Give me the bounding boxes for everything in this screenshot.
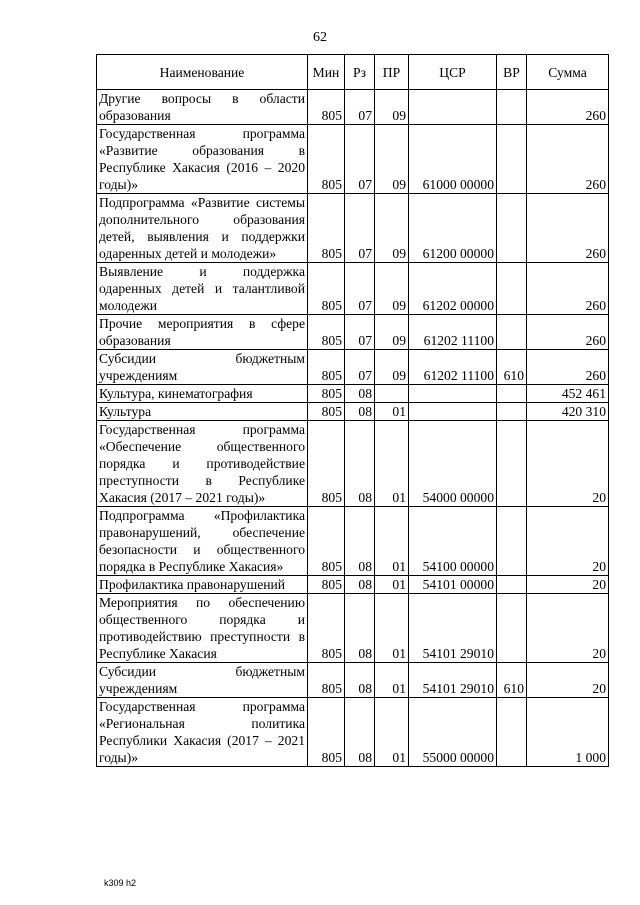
cell-vr xyxy=(497,315,527,350)
cell-rz: 07 xyxy=(345,350,375,385)
cell-csr: 54101 29010 xyxy=(409,663,497,698)
cell-rz: 08 xyxy=(345,421,375,507)
cell-pr: 01 xyxy=(375,421,409,507)
cell-vr xyxy=(497,90,527,125)
cell-vr xyxy=(497,385,527,403)
cell-rz: 08 xyxy=(345,507,375,576)
cell-min: 805 xyxy=(308,698,345,767)
cell-rz: 07 xyxy=(345,125,375,194)
table-body xyxy=(97,90,609,767)
header-rz: Рз xyxy=(345,55,375,90)
cell-sum: 420 310 xyxy=(527,403,609,421)
cell-sum: 452 461 xyxy=(527,385,609,403)
cell-pr: 09 xyxy=(375,350,409,385)
row-name-text: Подпрограмма «Развитие системы дополнительного образования детей, выявления и поддержки одаренных детей и молодежи» xyxy=(99,195,305,261)
cell-pr: 01 xyxy=(375,663,409,698)
cell-csr: 61000 00000 xyxy=(409,125,497,194)
cell-csr: 61202 00000 xyxy=(409,263,497,315)
header-csr: ЦСР xyxy=(409,55,497,90)
cell-min: 805 xyxy=(308,125,345,194)
table-row xyxy=(97,507,609,576)
cell-vr: 610 xyxy=(497,350,527,385)
table-header-row xyxy=(97,55,609,90)
cell-csr xyxy=(409,403,497,421)
cell-name xyxy=(97,421,308,507)
cell-rz: 08 xyxy=(345,385,375,403)
cell-min: 805 xyxy=(308,663,345,698)
cell-name xyxy=(97,350,308,385)
header-vr: ВР xyxy=(497,55,527,90)
row-name-text: Подпрограмма «Профилактика правонарушений, обеспечение безопасности и общественного порядка в Республике Хакасия» xyxy=(99,508,305,574)
cell-csr: 61202 11100 xyxy=(409,315,497,350)
row-name-text: Профилактика правонарушений xyxy=(99,577,286,592)
table-row xyxy=(97,698,609,767)
cell-name xyxy=(97,315,308,350)
table-row xyxy=(97,90,609,125)
cell-sum: 1 000 xyxy=(527,698,609,767)
cell-csr: 54101 00000 xyxy=(409,576,497,594)
cell-name xyxy=(97,403,308,421)
cell-pr: 09 xyxy=(375,263,409,315)
cell-rz: 08 xyxy=(345,594,375,663)
cell-sum: 260 xyxy=(527,90,609,125)
row-name-text: Государственная программа «Обеспечение общественного порядка и противодействие преступности в Республике Хакасия (2017 – 2021 годы)» xyxy=(99,422,305,505)
cell-name xyxy=(97,385,308,403)
cell-sum: 20 xyxy=(527,663,609,698)
cell-sum: 260 xyxy=(527,125,609,194)
row-name-text: Субсидии бюджетным учреждениям xyxy=(99,664,305,696)
row-name-text: Субсидии бюджетным учреждениям xyxy=(99,351,305,383)
row-name-text: Государственная программа «Развитие образования в Республике Хакасия (2016 – 2020 годы)» xyxy=(99,126,305,192)
cell-sum: 260 xyxy=(527,315,609,350)
cell-name xyxy=(97,125,308,194)
cell-min: 805 xyxy=(308,315,345,350)
cell-pr: 09 xyxy=(375,125,409,194)
cell-vr xyxy=(497,594,527,663)
table-row xyxy=(97,421,609,507)
table-row xyxy=(97,263,609,315)
cell-pr: 01 xyxy=(375,594,409,663)
table-row xyxy=(97,385,609,403)
cell-rz: 07 xyxy=(345,194,375,263)
cell-csr xyxy=(409,385,497,403)
header-min: Мин xyxy=(308,55,345,90)
cell-min: 805 xyxy=(308,350,345,385)
cell-rz: 08 xyxy=(345,576,375,594)
cell-min: 805 xyxy=(308,90,345,125)
cell-min: 805 xyxy=(308,263,345,315)
cell-min: 805 xyxy=(308,594,345,663)
cell-pr: 09 xyxy=(375,90,409,125)
table-row xyxy=(97,125,609,194)
cell-pr: 01 xyxy=(375,403,409,421)
cell-min: 805 xyxy=(308,194,345,263)
cell-vr xyxy=(497,507,527,576)
row-name-text: Выявление и поддержка одаренных детей и талантливой молодежи xyxy=(99,264,305,313)
cell-name xyxy=(97,263,308,315)
cell-csr: 54000 00000 xyxy=(409,421,497,507)
cell-csr: 55000 00000 xyxy=(409,698,497,767)
cell-csr xyxy=(409,90,497,125)
cell-pr: 01 xyxy=(375,507,409,576)
cell-rz: 07 xyxy=(345,90,375,125)
cell-vr xyxy=(497,576,527,594)
header-pr: ПР xyxy=(375,55,409,90)
cell-vr xyxy=(497,125,527,194)
cell-vr xyxy=(497,194,527,263)
table-row xyxy=(97,315,609,350)
cell-rz: 07 xyxy=(345,263,375,315)
cell-pr: 01 xyxy=(375,576,409,594)
cell-sum: 20 xyxy=(527,576,609,594)
cell-sum: 20 xyxy=(527,594,609,663)
cell-csr: 54101 29010 xyxy=(409,594,497,663)
cell-sum: 260 xyxy=(527,194,609,263)
footer-code: k309 h2 xyxy=(104,878,137,888)
cell-csr: 61200 00000 xyxy=(409,194,497,263)
table-row xyxy=(97,594,609,663)
cell-vr xyxy=(497,421,527,507)
row-name-text: Мероприятия по обеспечению общественного порядка и противодействию преступности в Республике Хакасия xyxy=(99,595,305,661)
table-row xyxy=(97,350,609,385)
cell-vr xyxy=(497,263,527,315)
cell-min: 805 xyxy=(308,403,345,421)
cell-rz: 07 xyxy=(345,315,375,350)
cell-pr: 09 xyxy=(375,194,409,263)
row-name-text: Государственная программа «Региональная политика Республики Хакасия (2017 – 2021 годы)» xyxy=(99,699,305,765)
row-name-text: Культура xyxy=(99,404,152,419)
cell-min: 805 xyxy=(308,385,345,403)
table-row xyxy=(97,663,609,698)
cell-sum: 260 xyxy=(527,263,609,315)
budget-table xyxy=(96,54,609,767)
cell-name xyxy=(97,663,308,698)
header-name: Наименование xyxy=(97,55,308,90)
page-number: 62 xyxy=(313,30,327,45)
cell-rz: 08 xyxy=(345,403,375,421)
cell-vr xyxy=(497,698,527,767)
header-sum: Сумма xyxy=(527,55,609,90)
cell-name xyxy=(97,507,308,576)
cell-rz: 08 xyxy=(345,663,375,698)
cell-min: 805 xyxy=(308,421,345,507)
cell-rz: 08 xyxy=(345,698,375,767)
table-row xyxy=(97,403,609,421)
cell-pr: 01 xyxy=(375,698,409,767)
cell-csr: 61202 11100 xyxy=(409,350,497,385)
table-row xyxy=(97,576,609,594)
cell-vr: 610 xyxy=(497,663,527,698)
table-row xyxy=(97,194,609,263)
cell-name xyxy=(97,194,308,263)
row-name-text: Другие вопросы в области образования xyxy=(99,91,305,123)
cell-min: 805 xyxy=(308,576,345,594)
cell-sum: 20 xyxy=(527,421,609,507)
row-name-text: Прочие мероприятия в сфере образования xyxy=(99,316,305,348)
cell-sum: 20 xyxy=(527,507,609,576)
cell-min: 805 xyxy=(308,507,345,576)
cell-pr xyxy=(375,385,409,403)
cell-name xyxy=(97,90,308,125)
cell-sum: 260 xyxy=(527,350,609,385)
cell-name xyxy=(97,576,308,594)
cell-name xyxy=(97,594,308,663)
cell-vr xyxy=(497,403,527,421)
cell-csr: 54100 00000 xyxy=(409,507,497,576)
row-name-text: Культура, кинематография xyxy=(99,386,253,401)
cell-name xyxy=(97,698,308,767)
cell-pr: 09 xyxy=(375,315,409,350)
